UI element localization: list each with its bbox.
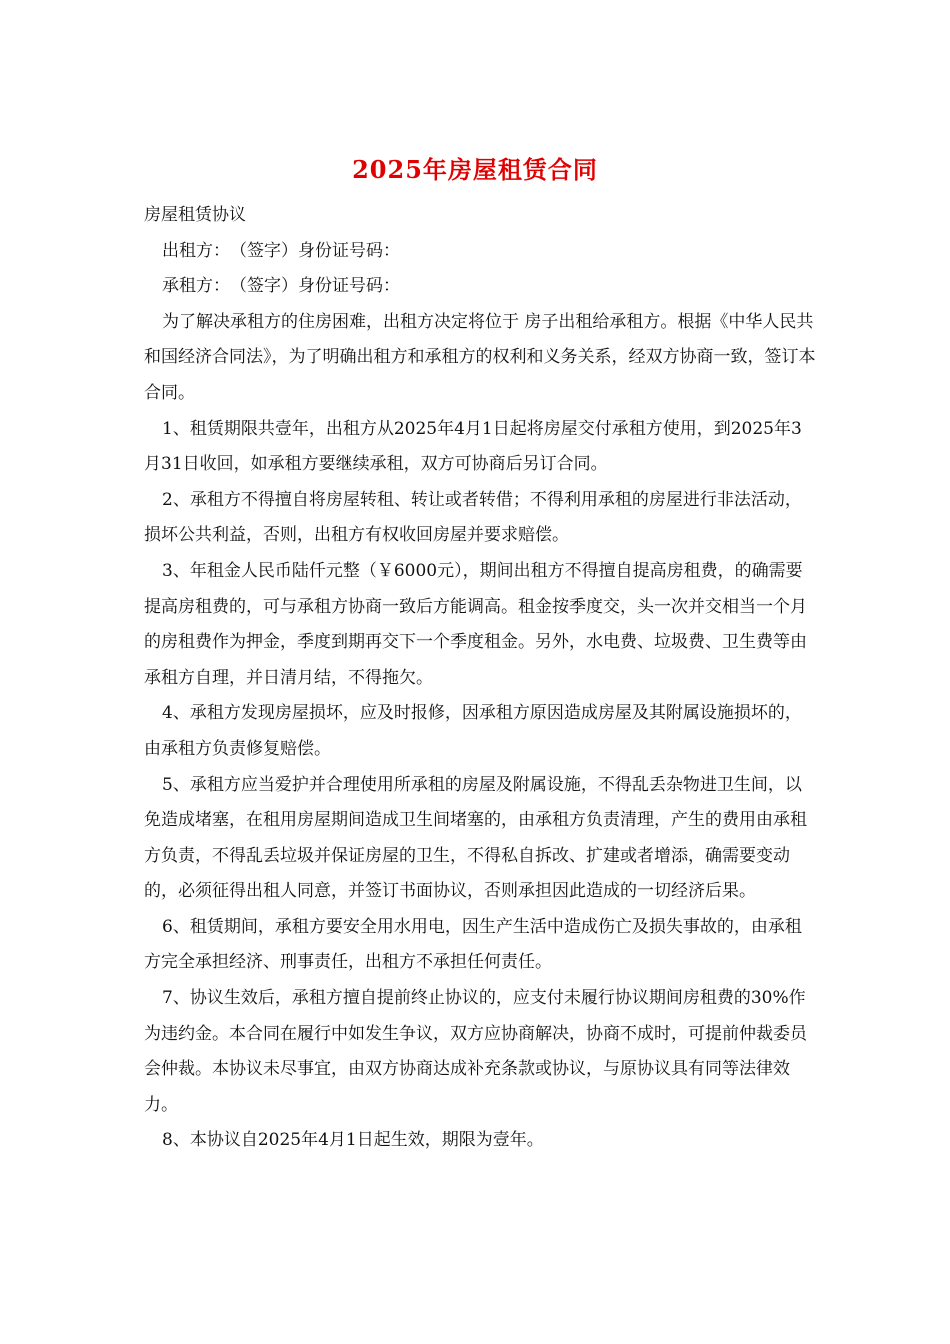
clause-1: 1、租赁期限共壹年，出租方从2025年4月1日起将房屋交付承租方使用，到2025年3月31日收回，如承租方要继续承租，双方可协商后另订合同。: [144, 418, 802, 475]
lessee-line: 承租方： （签字）身份证号码：: [162, 276, 400, 297]
clause-8: 8、本协议自2025年4月1日起生效，期限为壹年。: [162, 1130, 544, 1151]
document-body: [144, 198, 816, 1159]
clause-2: 2、承租方不得擅自将房屋转租、转让或者转借；不得利用承租的房屋进行非法活动，损坏公共利益，否则，出租方有权收回房屋并要求赔偿。: [144, 489, 802, 546]
clause-4: 4、承租方发现房屋损坏，应及时报修，因承租方原因造成房屋及其附属设施损坏的，由承租方负责修复赔偿。: [144, 703, 802, 759]
clause-5: 5、承租方应当爱护并合理使用所承租的房屋及附属设施，不得乱丢杂物进卫生间，以免造成堵塞，在租用房屋期间造成卫生间堵塞的，由承租方负责清理，产生的费用由承租方负责，不得乱丢垃圾并保证房屋的卫生，不得私自拆改、扩建或者增添，确需要变动的，必须征得出租人同意，并签订书面协议，否则承担因此造成的一切经济后果。: [144, 774, 807, 902]
preamble-paragraph: 为了解决承租方的住房困难，出租方决定将位于 房子出租给承租方。根据《中华人民共和国经济合同法》，为了明确出租方和承租方的权利和义务关系，经双方协商一致，签订本合同。: [144, 311, 816, 403]
agreement-subtitle: 房屋租赁协议: [144, 205, 246, 225]
clause-6: 6、租赁期间，承租方要安全用水用电，因生产生活中造成伤亡及损失事故的，由承租方完全承担经济、刑事责任，出租方不承担任何责任。: [144, 916, 802, 973]
clause-3: 3、年租金人民币陆仟元整（￥6000元），期间出租方不得擅自提高房租费，的确需要提高房租费的，可与承租方协商一致后方能调高。租金按季度交，头一次并交相当一个月的房租费作为押金，季度到期再交下一个季度租金。另外，水电费、垃圾费、卫生费等由承租方自理，并日清月结，不得拖欠。: [144, 560, 807, 688]
document-title: 2025年房屋租赁合同: [352, 155, 598, 184]
lessor-line: 出租方： （签字）身份证号码：: [162, 240, 400, 261]
clause-7: 7、协议生效后，承租方擅自提前终止协议的，应支付未履行协议期间房租费的30%作为违约金。本合同在履行中如发生争议，双方应协商解决，协商不成时，可提前仲裁委员会仲裁。本协议未尽事宜，由双方协商达成补充条款或协议，与原协议具有同等法律效力。: [144, 988, 807, 1115]
